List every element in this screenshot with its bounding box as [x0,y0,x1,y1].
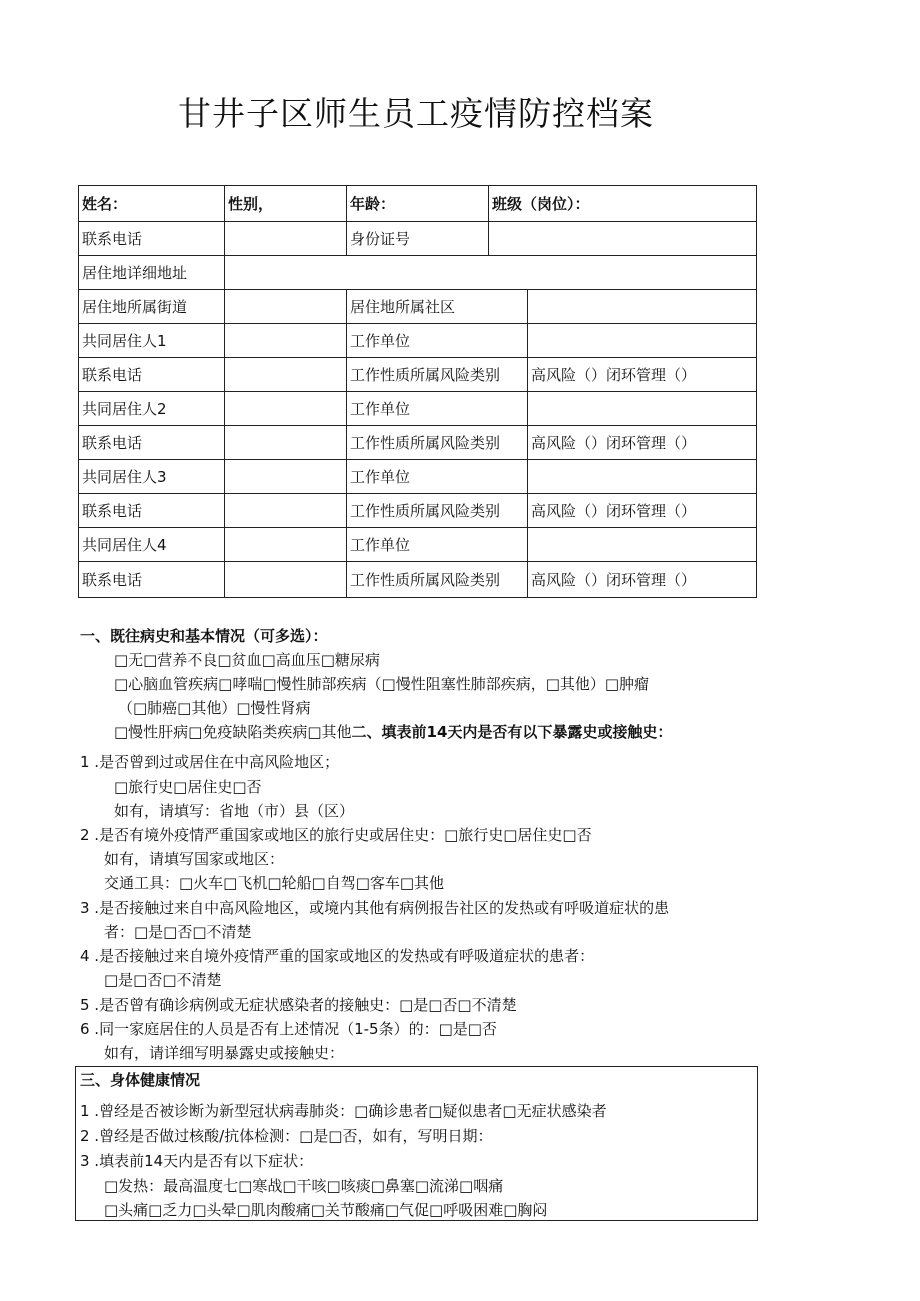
street-field[interactable] [225,290,347,324]
question-2-5[interactable]: 5 .是否曾有确诊病例或无症状感染者的接触史：□是□否□不清楚 [80,996,517,1014]
risk-options[interactable]: 高风险（）闭环管理（） [528,358,757,392]
section1-heading: 一、既往病史和基本情况（可多选）： [80,627,328,645]
personal-info-table [78,185,757,598]
symptom-options-line2[interactable]: □头痛□乏力□头晕□肌肉酸痛□关节酸痛□气促□呼吸困难□胸闷 [104,1201,548,1219]
section3-heading: 三、身体健康情况 [80,1071,201,1089]
gender-label: 性别， [225,186,347,222]
risk-options[interactable]: 高风险（）闭环管理（） [528,562,757,598]
resident-phone-label: 联系电话 [79,494,225,528]
id-label: 身份证号 [347,222,489,256]
question-2-6-fill[interactable]: 如有，请详细写明暴露史或接触史： [104,1044,345,1062]
question-2-2-fill[interactable]: 如有，请填写国家或地区： [104,850,285,868]
resident-field[interactable] [225,324,347,358]
resident-phone-field[interactable] [225,426,347,460]
question-2-3: 3 .是否接触过来自中高风险地区，或境内其他有病例报告社区的发热或有呼吸道症状的患 [80,899,670,917]
resident-field[interactable] [225,460,347,494]
community-label: 居住地所属社区 [347,290,528,324]
risk-label: 工作性质所属风险类别 [347,562,528,598]
community-field[interactable] [528,290,757,324]
work-unit-field[interactable] [528,324,757,358]
history-options-line3[interactable]: （□肺癌□其他）□慢性肾病 [118,699,311,717]
name-label: 姓名： [79,186,225,222]
work-unit-label: 工作单位 [347,324,528,358]
risk-options[interactable]: 高风险（）闭环管理（） [528,426,757,460]
address-field[interactable] [225,256,757,290]
risk-label: 工作性质所属风险类别 [347,358,528,392]
work-unit-label: 工作单位 [347,460,528,494]
street-label: 居住地所属街道 [79,290,225,324]
section2-heading: 二、填表前14天内是否有以下暴露史或接触史： [351,723,673,741]
resident-field[interactable] [225,392,347,426]
resident-phone-field[interactable] [225,494,347,528]
work-unit-field[interactable] [528,460,757,494]
resident-label: 共同居住人4 [79,528,225,562]
history-options-line4[interactable] [114,722,672,742]
symptom-options-line1[interactable]: □发热：最高温度七□寒战□干咳□咳痰□鼻塞□流涕□咽痛 [104,1177,504,1195]
history-options-line4-text[interactable]: □慢性肝病□免疫缺陷类疾病□其他 [114,723,352,741]
question-2-1-options[interactable]: □旅行史□居住史□否 [114,778,262,796]
question-2-2[interactable]: 2 .是否有境外疫情严重国家或地区的旅行史或居住史：□旅行史□居住史□否 [80,826,592,844]
page-title: 甘井子区师生员工疫情防控档案 [178,94,654,133]
id-field[interactable] [489,222,757,256]
question-3-1[interactable]: 1 .曾经是否被诊断为新型冠状病毒肺炎：□确诊患者□疑似患者□无症状感染者 [80,1102,607,1120]
question-2-2-transport[interactable]: 交通工具：□火车□飞机□轮船□自驾□客车□其他 [104,874,445,892]
class-label: 班级（岗位）： [489,186,757,222]
resident-label: 共同居住人2 [79,392,225,426]
phone-label: 联系电话 [79,222,225,256]
question-2-1: 1 .是否曾到过或居住在中高风险地区； [80,753,340,771]
resident-field[interactable] [225,528,347,562]
resident-phone-label: 联系电话 [79,358,225,392]
question-3-2[interactable]: 2 .曾经是否做过核酸/抗体检测：□是□否，如有，写明日期： [80,1127,493,1145]
work-unit-field[interactable] [528,392,757,426]
phone-field[interactable] [225,222,347,256]
question-2-6[interactable]: 6 .同一家庭居住的人员是否有上述情况（1-5条）的：□是□否 [80,1020,497,1038]
question-2-4: 4 .是否接触过来自境外疫情严重的国家或地区的发热或有呼吸道症状的患者： [80,947,595,965]
age-label: 年龄： [347,186,489,222]
question-2-4-options[interactable]: □是□否□不清楚 [104,971,222,989]
risk-options[interactable]: 高风险（）闭环管理（） [528,494,757,528]
question-2-1-fill[interactable]: 如有，请填写：省地（市）县（区） [114,802,355,820]
risk-label: 工作性质所属风险类别 [347,494,528,528]
resident-phone-field[interactable] [225,358,347,392]
work-unit-label: 工作单位 [347,528,528,562]
work-unit-label: 工作单位 [347,392,528,426]
history-options-line2[interactable]: □心脑血管疾病□哮喘□慢性肺部疾病（□慢性阻塞性肺部疾病，□其他）□肿瘤 [114,675,650,693]
work-unit-field[interactable] [528,528,757,562]
history-options-line1[interactable]: □无□营养不良□贫血□高血压□糖尿病 [114,651,380,669]
question-3-3: 3 .填表前14天内是否有以下症状： [80,1152,314,1170]
resident-label: 共同居住人3 [79,460,225,494]
resident-label: 共同居住人1 [79,324,225,358]
resident-phone-field[interactable] [225,562,347,598]
resident-phone-label: 联系电话 [79,562,225,598]
question-2-3-options[interactable]: 者：□是□否□不清楚 [104,923,252,941]
risk-label: 工作性质所属风险类别 [347,426,528,460]
resident-phone-label: 联系电话 [79,426,225,460]
address-label: 居住地详细地址 [79,256,225,290]
